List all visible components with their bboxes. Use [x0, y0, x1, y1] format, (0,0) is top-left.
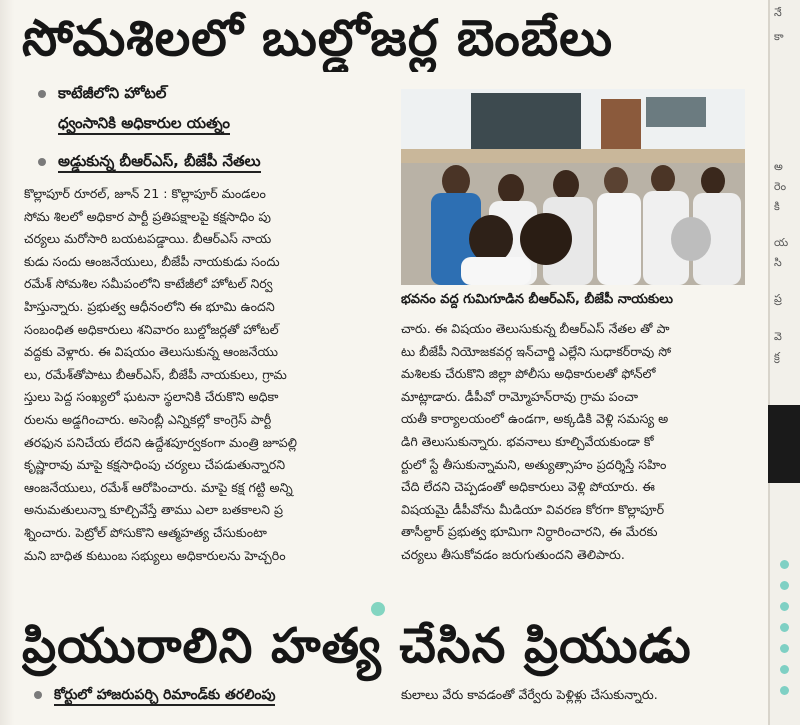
second-article-subheading: [34, 684, 394, 706]
second-article-subheading-text: కోర్టులో హాజరుపర్చి రిమాండ్‌కు తరలింపు: [54, 687, 275, 706]
strip-char: కా: [774, 30, 784, 43]
strip-char: వె: [774, 330, 782, 343]
second-article-body-line: కులాలు వేరు కావడంతో వేర్వేరు పెళ్లిళ్లు చేసుకున్నారు.: [401, 687, 658, 702]
strip-char: రెం: [774, 180, 787, 193]
decorative-dot: [780, 665, 789, 674]
body-line: చేది లేదని చెప్పడంతో అధికారులు వెళ్లి పోయారు. ఈ: [401, 479, 655, 495]
strip-char: అ: [774, 160, 783, 173]
body-line: కృష్ణారావు మాపై కక్షసాధింపు చర్యలు చేపడుతున్నారని: [24, 457, 286, 473]
second-article-headline: ప్రియురాలిని హత్య చేసిన ప్రియుడు: [22, 618, 692, 674]
body-line: చర్యలు మరోసారి బయటపడ్డాయి. బీఆర్ఎస్ నాయ: [24, 231, 272, 247]
adjacent-black-block: [768, 405, 800, 483]
body-line: మాట్లాడారు. డీపీవో రామ్మోహన్‌రావు గ్రామ పంచా: [401, 388, 639, 404]
bullet-icon: [34, 691, 42, 699]
news-photo: [401, 89, 745, 285]
crowd-photo-illustration: [401, 89, 745, 285]
bullet-icon: [38, 158, 46, 166]
decorative-dot: [780, 602, 789, 611]
article-right-column: [401, 318, 745, 567]
body-line: యతీ కార్యాలయంలో ఉండగా, అక్కడికి వెళ్లి సమస్య అ: [401, 411, 669, 427]
strip-char: కి: [774, 200, 780, 213]
decorative-dot: [780, 623, 789, 632]
body-line: కుడు సందు ఆంజనేయులు, బీజేపీ నాయకుడు సందు: [24, 253, 280, 269]
body-line: చారు. ఈ విషయం తెలుసుకున్న బీఆర్ఎస్ నేతల తో పా: [401, 321, 670, 336]
article-headline: సోమశిలలో బుల్డోజర్ల బెంబేలు: [22, 9, 614, 67]
decorative-dot: [780, 581, 789, 590]
subheading-2-line1: అడ్డుకున్న బీఆర్ఎస్, బీజేపీ నేతలు: [58, 152, 261, 173]
article-left-column: [24, 183, 394, 567]
body-line: చర్యలు తీసుకోవడం జరుగుతుందని తెలిపారు.: [401, 546, 625, 562]
body-line: లు, రమేశ్‌తోపాటు బీఆర్ఎస్, బీజేపీ నాయకులు, గ్రామ: [24, 366, 287, 382]
decorative-dot: [780, 686, 789, 695]
subheading-bullet-1-cont: [58, 109, 398, 137]
body-line: మశిలకు చేరుకొని జిల్లా పోలీసు అధికారులతో ఫోన్‌లో: [401, 366, 656, 382]
body-line: తాసీల్దార్ ప్రభుత్వ భూమిగా నిర్ధారించారని, ఈ మేరకు: [401, 524, 658, 540]
body-line: ఆంజనేయులు, రమేశ్ ఆరోపించారు. మాపై కక్ష గట్టి అన్ని: [24, 479, 293, 495]
body-line: విషయమై డీపీవోను మీడియా వివరణ కోరగా కొల్లాపూర్: [401, 501, 665, 517]
body-line: స్తులు పెద్ద సంఖ్యలో ఘటనా స్థలానికి చేరుకొని అధికా: [24, 389, 279, 405]
body-line: డిగి తెలుసుకున్నారు. భవనాలు కూల్చివేయకుండా కో: [401, 433, 654, 449]
body-line: ర్టులో స్టే తీసుకున్నామని, అత్యుత్సాహం ప్రదర్శిస్తే సహిం: [401, 456, 667, 472]
body-line: శ్నించారు. పెట్రోల్ పోసుకొని ఆత్మహత్య చేసుకుంటా: [24, 524, 267, 540]
body-line: కొల్లాపూర్ రూరల్, జూన్ 21 : కొల్లాపూర్ మండలం: [24, 186, 266, 201]
body-line: సోమ శిలలో అధికార పార్టీ ప్రతిపక్షాలపై కక్షసాధిం పు: [24, 208, 271, 224]
photo-caption: భవనం వద్ద గుమిగూడిన బీఆర్ఎస్, బీజేపీ నాయకులు: [401, 292, 674, 307]
body-line: హిస్తున్నారు. ప్రభుత్వ ఆధీనంలోని ఈ భూమి ఉందని: [24, 298, 275, 314]
strip-char: క్ర: [774, 350, 780, 363]
decorative-dot-column: [778, 560, 794, 710]
strip-char: సి: [774, 256, 782, 269]
decorative-dot: [780, 560, 789, 569]
strip-char: నే: [774, 6, 782, 19]
page-edge: [0, 0, 14, 725]
subheading-1-line1: కాటేజీలోని హోటల్: [58, 84, 167, 102]
body-line: తరఫున పనిచేయ లేదని ఉద్దేశపూర్వకంగా మంత్రి జూపల్లి: [24, 434, 297, 450]
body-line: రులను అడ్డగించారు. అసెంబ్లీ ఎన్నికల్లో కాంగ్రెస్ పార్టీ: [24, 411, 272, 427]
body-line: టు బీజేపీ నియోజకవర్గ ఇన్‌చార్జి ఎల్లేని సుధాకర్‌రావు సో: [401, 343, 672, 359]
subheading-bullet-1: [38, 79, 378, 107]
body-line: అనుమతులున్నా కూల్చివేస్తే తాము ఎలా బతకాలని ప్ర: [24, 502, 283, 518]
subheading-1-line2: ధ్వంసానికి అధికారుల యత్నం: [58, 114, 230, 135]
body-line: రమేశ్ సోమశిల సమీపంలోని కాటేజీలో హోటల్ నిర్వ: [24, 276, 273, 292]
subheading-bullet-2: [38, 147, 378, 175]
body-line: మని బాధిత కుటుంబ సభ్యులు అధికారులను హెచ్చరిం: [24, 547, 286, 563]
body-line: సంబంధిత అధికారులు శనివారం బుల్డోజర్లతో హోటల్: [24, 321, 279, 337]
decorative-dot: [780, 644, 789, 653]
strip-char: య: [774, 236, 789, 249]
strip-char: ప్ర: [774, 292, 782, 305]
body-line: వద్దకు వెళ్లారు. ఈ విషయం తెలుసుకున్న ఆంజనేయు: [24, 344, 279, 360]
bullet-icon: [38, 90, 46, 98]
